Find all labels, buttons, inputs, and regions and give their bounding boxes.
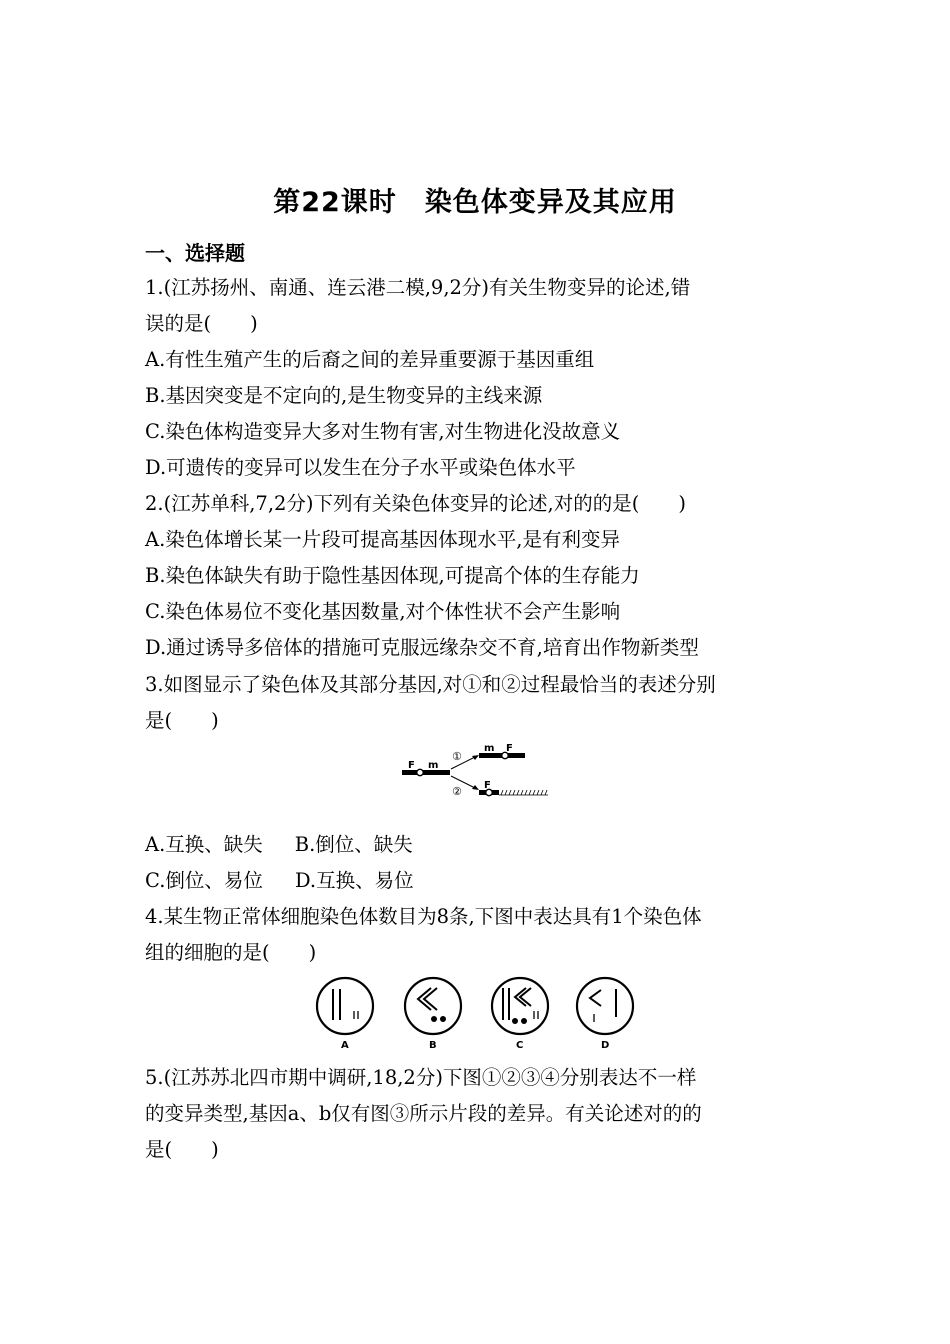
- gene-f-label: F: [408, 760, 415, 771]
- q3-line-1: 3.如图显示了染色体及其部分基因,对①和②过程最恰当的表述分别: [145, 673, 716, 696]
- q2-line-1: 2.(江苏单科,7,2分)下列有关染色体变异的论述,对的的是( ): [145, 492, 686, 515]
- q3-option-d: D.互换、易位: [294, 869, 414, 892]
- q5-line-2: 的变异类型,基因a、b仅有图③所示片段的差异。有关论述对的的: [145, 1102, 702, 1125]
- cell-c-label: C: [516, 1040, 524, 1051]
- q5-line-3: 是( ): [145, 1138, 219, 1161]
- q3-options-row-1: [145, 833, 810, 857]
- q4-line-1: 4.某生物正常体细胞染色体数目为8条,下图中表达具有1个染色体: [145, 905, 702, 928]
- cell-d-label: D: [601, 1040, 610, 1051]
- section-heading: 一、选择题: [145, 241, 245, 265]
- q1-option-d: D.可遗传的变异可以发生在分子水平或染色体水平: [145, 456, 576, 479]
- result-1-m-label: m: [484, 743, 495, 754]
- q5-line-1: 5.(江苏苏北四市期中调研,18,2分)下图①②③④分别表达不一样: [145, 1066, 697, 1089]
- cell-b-label: B: [429, 1040, 437, 1051]
- result-2-f-label: F: [484, 780, 491, 791]
- q4-line-2: 组的细胞的是( ): [145, 941, 317, 964]
- cell-a: [317, 978, 373, 1051]
- title-lesson: 第22课时: [273, 187, 397, 218]
- result-2-deleted-segment: [499, 790, 548, 795]
- q2-option-c: C.染色体易位不变化基因数量,对个体性状不会产生影响: [145, 600, 621, 623]
- cell-a-label: A: [341, 1040, 349, 1051]
- cell-d: [577, 978, 633, 1051]
- q1-option-a: A.有性生殖产生的后裔之间的差异重要源于基因重组: [145, 348, 595, 371]
- q3-options-row-2: [145, 869, 810, 893]
- q2-option-a: A.染色体增长某一片段可提高基因体现水平,是有利变异: [145, 528, 620, 551]
- q2-option-d: D.通过诱导多倍体的措施可克服远缘杂交不育,培育出作物新类型: [145, 636, 699, 659]
- process-2-label: ②: [452, 785, 462, 798]
- q3-option-a: A.互换、缺失: [145, 833, 263, 856]
- q1-line-2: 误的是( ): [145, 312, 258, 335]
- cells-figure: [310, 972, 640, 1052]
- cell-c: [492, 978, 548, 1051]
- q3-option-b: B.倒位、缺失: [294, 833, 413, 856]
- q1-line-1: 1.(江苏扬州、南通、连云港二模,9,2分)有关生物变异的论述,错: [145, 276, 691, 299]
- q3-option-c: C.倒位、易位: [145, 869, 263, 892]
- q1-option-c: C.染色体构造变异大多对生物有害,对生物进化没故意义: [145, 420, 621, 443]
- original-centromere: [417, 769, 423, 775]
- q2-option-b: B.染色体缺失有助于隐性基因体现,可提高个体的生存能力: [145, 564, 640, 587]
- process-1-label: ①: [452, 750, 462, 763]
- q1-option-b: B.基因突变是不定向的,是生物变异的主线来源: [145, 384, 543, 407]
- chromosome-figure: [395, 738, 560, 804]
- cell-b: [405, 978, 461, 1051]
- q3-line-2: 是( ): [145, 709, 219, 732]
- page-title: [0, 180, 950, 219]
- gene-m-label: m: [428, 760, 439, 771]
- title-topic: 染色体变异及其应用: [424, 187, 677, 218]
- result-1-f-label: F: [506, 743, 513, 754]
